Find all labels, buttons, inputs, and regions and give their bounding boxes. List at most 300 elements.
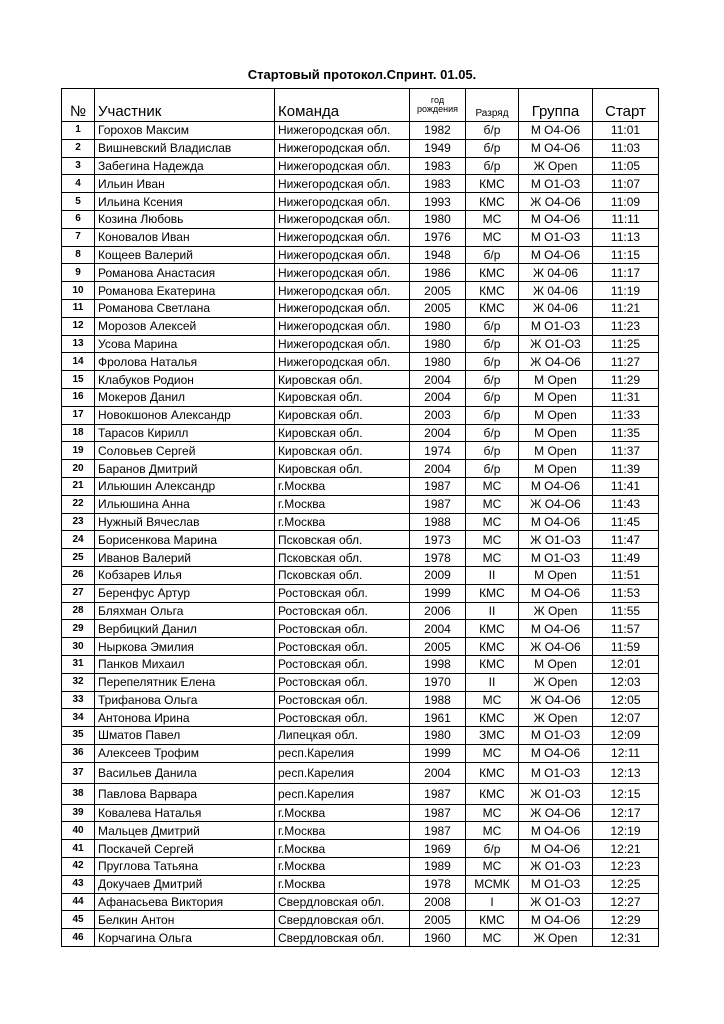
cell-group: Ж О1-О3 — [519, 893, 593, 911]
table-header-row — [62, 89, 659, 122]
cell-start: 12:03 — [593, 673, 659, 691]
cell-birth-year: 2004 — [410, 620, 466, 638]
cell-start: 11:39 — [593, 460, 659, 478]
cell-participant: Романова Анастасия — [95, 264, 275, 282]
cell-start: 11:49 — [593, 549, 659, 567]
cell-start: 11:23 — [593, 317, 659, 335]
cell-participant: Васильев Данила — [95, 762, 275, 783]
cell-participant: Борисенкова Марина — [95, 531, 275, 549]
cell-birth-year: 1973 — [410, 531, 466, 549]
cell-group: М О4-О6 — [519, 911, 593, 929]
cell-rank: МС — [466, 513, 519, 531]
cell-birth-year: 2006 — [410, 602, 466, 620]
cell-rank: КМС — [466, 584, 519, 602]
header-num: № — [62, 89, 95, 122]
cell-rank: КМС — [466, 620, 519, 638]
cell-team: Ростовская обл. — [275, 638, 410, 656]
cell-participant: Мокеров Данил — [95, 388, 275, 406]
cell-group: М О1-О3 — [519, 727, 593, 745]
cell-birth-year: 1987 — [410, 477, 466, 495]
table-row — [62, 911, 659, 929]
cell-participant: Афанасьева Виктория — [95, 893, 275, 911]
cell-num: 25 — [62, 549, 95, 567]
table-row — [62, 424, 659, 442]
cell-num: 28 — [62, 602, 95, 620]
cell-team: Ростовская обл. — [275, 709, 410, 727]
table-row — [62, 264, 659, 282]
cell-rank: б/р — [466, 371, 519, 389]
cell-rank: б/р — [466, 840, 519, 858]
cell-group: Ж 04-06 — [519, 264, 593, 282]
cell-num: 40 — [62, 822, 95, 840]
cell-participant: Перепелятник Елена — [95, 673, 275, 691]
cell-num: 29 — [62, 620, 95, 638]
table-row — [62, 299, 659, 317]
cell-rank: б/р — [466, 317, 519, 335]
cell-num: 13 — [62, 335, 95, 353]
cell-group: М Open — [519, 566, 593, 584]
cell-team: г.Москва — [275, 840, 410, 858]
cell-team: Ростовская обл. — [275, 673, 410, 691]
cell-rank: II — [466, 602, 519, 620]
header-group: Группа — [519, 89, 593, 122]
table-row — [62, 406, 659, 424]
cell-team: Нижегородская обл. — [275, 175, 410, 193]
cell-rank: б/р — [466, 406, 519, 424]
cell-num: 38 — [62, 783, 95, 804]
cell-start: 11:21 — [593, 299, 659, 317]
cell-group: М О1-О3 — [519, 228, 593, 246]
header-birth-line2: рождения — [416, 104, 459, 114]
cell-rank: МС — [466, 228, 519, 246]
table-row — [62, 602, 659, 620]
cell-rank: КМС — [466, 655, 519, 673]
header-birth-year — [410, 89, 466, 122]
cell-group: Ж Open — [519, 157, 593, 175]
cell-team: Нижегородская обл. — [275, 282, 410, 300]
cell-num: 31 — [62, 655, 95, 673]
cell-num: 26 — [62, 566, 95, 584]
cell-team: Нижегородская обл. — [275, 228, 410, 246]
cell-birth-year: 2009 — [410, 566, 466, 584]
cell-team: Нижегородская обл. — [275, 353, 410, 371]
cell-rank: МС — [466, 495, 519, 513]
cell-start: 11:47 — [593, 531, 659, 549]
cell-start: 11:05 — [593, 157, 659, 175]
cell-team: г.Москва — [275, 804, 410, 822]
cell-team: Нижегородская обл. — [275, 122, 410, 140]
cell-rank: МС — [466, 858, 519, 876]
cell-group: М О4-О6 — [519, 620, 593, 638]
cell-birth-year: 1999 — [410, 744, 466, 762]
cell-group: М О1-О3 — [519, 549, 593, 567]
cell-rank: МС — [466, 744, 519, 762]
cell-rank: б/р — [466, 460, 519, 478]
cell-team: респ.Карелия — [275, 762, 410, 783]
cell-num: 3 — [62, 157, 95, 175]
cell-birth-year: 1980 — [410, 210, 466, 228]
cell-start: 12:01 — [593, 655, 659, 673]
cell-birth-year: 1987 — [410, 804, 466, 822]
cell-group: М О4-О6 — [519, 840, 593, 858]
cell-birth-year: 2005 — [410, 282, 466, 300]
cell-birth-year: 1999 — [410, 584, 466, 602]
cell-participant: Романова Светлана — [95, 299, 275, 317]
cell-participant: Пруглова Татьяна — [95, 858, 275, 876]
cell-num: 11 — [62, 299, 95, 317]
cell-team: Кировская обл. — [275, 460, 410, 478]
cell-rank: б/р — [466, 246, 519, 264]
cell-start: 11:19 — [593, 282, 659, 300]
cell-start: 11:25 — [593, 335, 659, 353]
cell-start: 11:45 — [593, 513, 659, 531]
cell-team: респ.Карелия — [275, 744, 410, 762]
cell-group: Ж Open — [519, 602, 593, 620]
cell-start: 11:55 — [593, 602, 659, 620]
cell-participant: Мальцев Дмитрий — [95, 822, 275, 840]
cell-participant: Вербицкий Данил — [95, 620, 275, 638]
cell-group: Ж 04-06 — [519, 299, 593, 317]
cell-birth-year: 1980 — [410, 353, 466, 371]
cell-rank: б/р — [466, 139, 519, 157]
cell-num: 33 — [62, 691, 95, 709]
cell-birth-year: 1961 — [410, 709, 466, 727]
cell-team: г.Москва — [275, 822, 410, 840]
cell-birth-year: 2004 — [410, 388, 466, 406]
cell-rank: МС — [466, 549, 519, 567]
cell-start: 11:11 — [593, 210, 659, 228]
table-row — [62, 246, 659, 264]
cell-num: 20 — [62, 460, 95, 478]
document-title: Стартовый протокол.Спринт. 01.05. — [247, 67, 477, 82]
cell-num: 37 — [62, 762, 95, 783]
cell-team: Нижегородская обл. — [275, 335, 410, 353]
cell-birth-year: 1969 — [410, 840, 466, 858]
cell-start: 11:53 — [593, 584, 659, 602]
cell-group: М Open — [519, 388, 593, 406]
cell-group: М О1-О3 — [519, 317, 593, 335]
cell-birth-year: 1970 — [410, 673, 466, 691]
cell-start: 12:21 — [593, 840, 659, 858]
cell-num: 16 — [62, 388, 95, 406]
cell-team: Нижегородская обл. — [275, 317, 410, 335]
cell-num: 36 — [62, 744, 95, 762]
cell-participant: Павлова Варвара — [95, 783, 275, 804]
cell-num: 14 — [62, 353, 95, 371]
cell-birth-year: 1982 — [410, 122, 466, 140]
cell-rank: II — [466, 673, 519, 691]
cell-group: М Open — [519, 460, 593, 478]
table-row — [62, 531, 659, 549]
cell-participant: Фролова Наталья — [95, 353, 275, 371]
cell-group: М О4-О6 — [519, 513, 593, 531]
cell-rank: б/р — [466, 335, 519, 353]
cell-birth-year: 1987 — [410, 783, 466, 804]
table-row — [62, 193, 659, 211]
cell-group: Ж 04-06 — [519, 282, 593, 300]
cell-num: 7 — [62, 228, 95, 246]
table-row — [62, 783, 659, 804]
cell-participant: Коновалов Иван — [95, 228, 275, 246]
cell-start: 11:15 — [593, 246, 659, 264]
cell-participant: Трифанова Ольга — [95, 691, 275, 709]
cell-group: Ж О1-О3 — [519, 783, 593, 804]
cell-rank: МС — [466, 210, 519, 228]
cell-team: Нижегородская обл. — [275, 157, 410, 175]
cell-participant: Ильин Иван — [95, 175, 275, 193]
cell-participant: Морозов Алексей — [95, 317, 275, 335]
cell-rank: КМС — [466, 282, 519, 300]
cell-num: 32 — [62, 673, 95, 691]
cell-start: 11:17 — [593, 264, 659, 282]
cell-rank: I — [466, 893, 519, 911]
cell-birth-year: 1983 — [410, 157, 466, 175]
cell-group: М О4-О6 — [519, 122, 593, 140]
cell-start: 12:27 — [593, 893, 659, 911]
cell-participant: Ильюшин Александр — [95, 477, 275, 495]
cell-participant: Ныркова Эмилия — [95, 638, 275, 656]
table-row — [62, 282, 659, 300]
cell-group: Ж О4-О6 — [519, 638, 593, 656]
cell-group: М О4-О6 — [519, 584, 593, 602]
cell-group: М О4-О6 — [519, 822, 593, 840]
cell-rank: КМС — [466, 783, 519, 804]
cell-rank: КМС — [466, 299, 519, 317]
cell-birth-year: 1949 — [410, 139, 466, 157]
cell-num: 44 — [62, 893, 95, 911]
cell-birth-year: 2004 — [410, 460, 466, 478]
cell-start: 12:17 — [593, 804, 659, 822]
cell-team: Кировская обл. — [275, 371, 410, 389]
cell-num: 46 — [62, 929, 95, 947]
cell-birth-year: 1978 — [410, 875, 466, 893]
cell-team: г.Москва — [275, 875, 410, 893]
cell-num: 17 — [62, 406, 95, 424]
cell-participant: Вишневский Владислав — [95, 139, 275, 157]
cell-birth-year: 1978 — [410, 549, 466, 567]
cell-team: г.Москва — [275, 495, 410, 513]
cell-rank: КМС — [466, 193, 519, 211]
cell-group: Ж О1-О3 — [519, 335, 593, 353]
table-row — [62, 122, 659, 140]
cell-num: 4 — [62, 175, 95, 193]
cell-group: Ж О4-О6 — [519, 193, 593, 211]
cell-birth-year: 1987 — [410, 495, 466, 513]
cell-group: Ж О4-О6 — [519, 495, 593, 513]
cell-num: 1 — [62, 122, 95, 140]
table-row — [62, 858, 659, 876]
cell-group: Ж О1-О3 — [519, 858, 593, 876]
cell-group: М Open — [519, 424, 593, 442]
table-row — [62, 228, 659, 246]
cell-team: Нижегородская обл. — [275, 210, 410, 228]
cell-birth-year: 2005 — [410, 911, 466, 929]
cell-start: 12:13 — [593, 762, 659, 783]
cell-birth-year: 1960 — [410, 929, 466, 947]
cell-birth-year: 1988 — [410, 691, 466, 709]
cell-participant: Ильюшина Анна — [95, 495, 275, 513]
cell-participant: Баранов Дмитрий — [95, 460, 275, 478]
cell-group: М О4-О6 — [519, 139, 593, 157]
cell-group: М О1-О3 — [519, 175, 593, 193]
cell-team: Нижегородская обл. — [275, 193, 410, 211]
table-row — [62, 584, 659, 602]
cell-rank: б/р — [466, 388, 519, 406]
cell-participant: Алексеев Трофим — [95, 744, 275, 762]
cell-rank: б/р — [466, 122, 519, 140]
table-body — [62, 122, 659, 947]
table-row — [62, 157, 659, 175]
cell-team: г.Москва — [275, 513, 410, 531]
cell-start: 12:15 — [593, 783, 659, 804]
cell-start: 12:07 — [593, 709, 659, 727]
cell-team: г.Москва — [275, 477, 410, 495]
cell-participant: Романова Екатерина — [95, 282, 275, 300]
cell-participant: Поскачей Сергей — [95, 840, 275, 858]
header-rank: Разряд — [466, 89, 519, 122]
cell-start: 11:29 — [593, 371, 659, 389]
cell-team: Ростовская обл. — [275, 691, 410, 709]
cell-num: 9 — [62, 264, 95, 282]
cell-group: М О4-О6 — [519, 744, 593, 762]
cell-birth-year: 1987 — [410, 822, 466, 840]
cell-num: 8 — [62, 246, 95, 264]
cell-birth-year: 1989 — [410, 858, 466, 876]
cell-rank: МС — [466, 691, 519, 709]
cell-group: Ж О4-О6 — [519, 804, 593, 822]
cell-num: 15 — [62, 371, 95, 389]
cell-start: 11:07 — [593, 175, 659, 193]
cell-team: Липецкая обл. — [275, 727, 410, 745]
cell-rank: МС — [466, 822, 519, 840]
cell-team: Псковская обл. — [275, 549, 410, 567]
cell-participant: Забегина Надежда — [95, 157, 275, 175]
cell-team: респ.Карелия — [275, 783, 410, 804]
cell-rank: ЗМС — [466, 727, 519, 745]
table-row — [62, 822, 659, 840]
cell-num: 19 — [62, 442, 95, 460]
cell-num: 27 — [62, 584, 95, 602]
cell-birth-year: 1988 — [410, 513, 466, 531]
table-row — [62, 513, 659, 531]
cell-participant: Кощеев Валерий — [95, 246, 275, 264]
cell-start: 12:11 — [593, 744, 659, 762]
cell-team: Свердловская обл. — [275, 929, 410, 947]
cell-group: Ж Open — [519, 929, 593, 947]
cell-birth-year: 1948 — [410, 246, 466, 264]
cell-birth-year: 1993 — [410, 193, 466, 211]
cell-start: 11:51 — [593, 566, 659, 584]
cell-num: 42 — [62, 858, 95, 876]
cell-team: Свердловская обл. — [275, 893, 410, 911]
cell-start: 11:03 — [593, 139, 659, 157]
cell-num: 35 — [62, 727, 95, 745]
cell-participant: Соловьев Сергей — [95, 442, 275, 460]
cell-num: 21 — [62, 477, 95, 495]
cell-team: Ростовская обл. — [275, 655, 410, 673]
table-row — [62, 673, 659, 691]
cell-num: 30 — [62, 638, 95, 656]
table-row — [62, 691, 659, 709]
cell-rank: КМС — [466, 911, 519, 929]
cell-rank: б/р — [466, 157, 519, 175]
cell-birth-year: 2003 — [410, 406, 466, 424]
cell-rank: КМС — [466, 762, 519, 783]
cell-birth-year: 2004 — [410, 371, 466, 389]
cell-num: 43 — [62, 875, 95, 893]
cell-team: Нижегородская обл. — [275, 299, 410, 317]
table-row — [62, 549, 659, 567]
cell-participant: Белкин Антон — [95, 911, 275, 929]
table-row — [62, 388, 659, 406]
table-row — [62, 620, 659, 638]
cell-start: 12:23 — [593, 858, 659, 876]
cell-birth-year: 2008 — [410, 893, 466, 911]
table-row — [62, 840, 659, 858]
cell-birth-year: 1980 — [410, 317, 466, 335]
table-row — [62, 744, 659, 762]
cell-team: Ростовская обл. — [275, 584, 410, 602]
cell-num: 22 — [62, 495, 95, 513]
table-row — [62, 566, 659, 584]
cell-team: Псковская обл. — [275, 531, 410, 549]
cell-num: 6 — [62, 210, 95, 228]
cell-participant: Бляхман Ольга — [95, 602, 275, 620]
cell-group: М О1-О3 — [519, 762, 593, 783]
cell-birth-year: 2005 — [410, 638, 466, 656]
cell-participant: Докучаев Дмитрий — [95, 875, 275, 893]
table-row — [62, 929, 659, 947]
cell-team: Кировская обл. — [275, 388, 410, 406]
start-protocol-table — [61, 88, 659, 947]
header-team: Команда — [275, 89, 410, 122]
cell-participant: Козина Любовь — [95, 210, 275, 228]
cell-participant: Новокшонов Александр — [95, 406, 275, 424]
table-row — [62, 139, 659, 157]
cell-group: М Open — [519, 406, 593, 424]
cell-num: 18 — [62, 424, 95, 442]
table-row — [62, 495, 659, 513]
cell-group: Ж О1-О3 — [519, 531, 593, 549]
cell-team: Кировская обл. — [275, 406, 410, 424]
table-row — [62, 638, 659, 656]
table-row — [62, 175, 659, 193]
cell-birth-year: 2005 — [410, 299, 466, 317]
cell-num: 5 — [62, 193, 95, 211]
cell-start: 11:13 — [593, 228, 659, 246]
cell-num: 41 — [62, 840, 95, 858]
cell-start: 12:31 — [593, 929, 659, 947]
table-row — [62, 762, 659, 783]
cell-group: М О4-О6 — [519, 477, 593, 495]
cell-participant: Клабуков Родион — [95, 371, 275, 389]
cell-birth-year: 1976 — [410, 228, 466, 246]
table-row — [62, 353, 659, 371]
cell-birth-year: 1980 — [410, 727, 466, 745]
cell-team: Нижегородская обл. — [275, 139, 410, 157]
cell-participant: Горохов Максим — [95, 122, 275, 140]
cell-start: 12:29 — [593, 911, 659, 929]
cell-participant: Тарасов Кирилл — [95, 424, 275, 442]
cell-rank: МС — [466, 929, 519, 947]
cell-group: М О4-О6 — [519, 246, 593, 264]
cell-start: 12:09 — [593, 727, 659, 745]
cell-start: 12:25 — [593, 875, 659, 893]
cell-birth-year: 1986 — [410, 264, 466, 282]
cell-rank: МС — [466, 531, 519, 549]
cell-num: 23 — [62, 513, 95, 531]
cell-team: г.Москва — [275, 858, 410, 876]
